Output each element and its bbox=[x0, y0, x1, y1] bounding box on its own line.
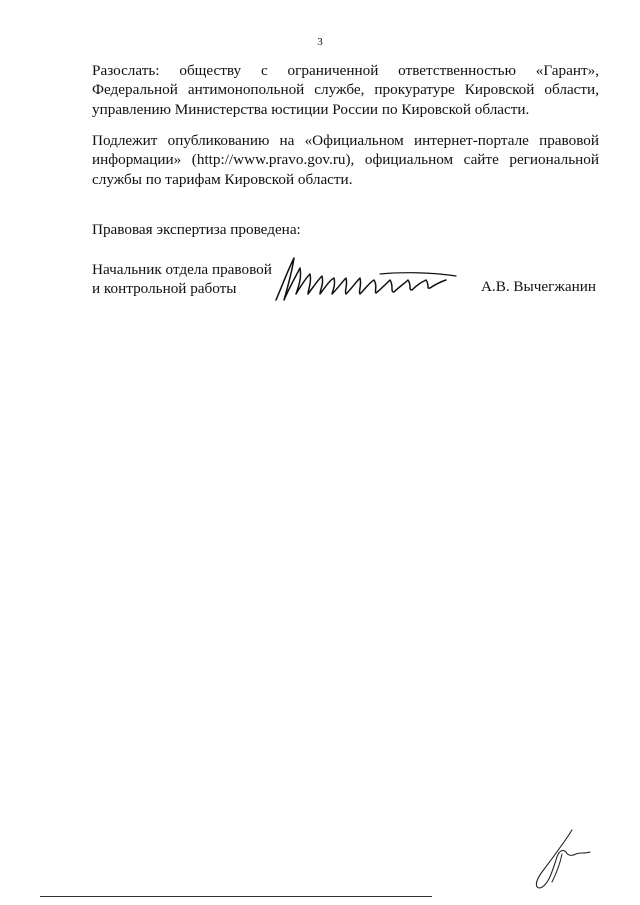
publication-line: информации» (http://www.pravo.gov.ru), официальном сайте региональной bbox=[92, 151, 599, 169]
distribution-line: Разослать: обществу с ограниченной ответственностью «Гарант», bbox=[92, 62, 599, 79]
publication-paragraph bbox=[92, 131, 599, 189]
expertise-line: Правовая экспертиза проведена: bbox=[92, 221, 301, 238]
page-number: 3 bbox=[317, 36, 323, 48]
signatory-position-line: и контрольной работы bbox=[92, 280, 237, 297]
handwritten-signature bbox=[270, 256, 460, 302]
publication-line: службы по тарифам Кировской области. bbox=[92, 170, 353, 188]
distribution-paragraph bbox=[92, 61, 599, 119]
expertise-paragraph bbox=[92, 220, 599, 239]
publication-line: Подлежит опубликованию на «Официальном интернет-портале правовой bbox=[92, 132, 599, 149]
distribution-line: управлению Министерства юстиции России по Кировской области. bbox=[92, 100, 530, 118]
handwritten-initials bbox=[526, 826, 596, 892]
signature-block bbox=[92, 260, 599, 310]
signatory-position-line: Начальник отдела правовой bbox=[92, 261, 272, 278]
footer-rule bbox=[40, 896, 432, 897]
signatory-position bbox=[92, 260, 272, 298]
signatory-name: А.В. Вычегжанин bbox=[480, 278, 596, 295]
distribution-line: Федеральной антимонопольной службе, прокуратуре Кировской области, bbox=[92, 81, 599, 99]
